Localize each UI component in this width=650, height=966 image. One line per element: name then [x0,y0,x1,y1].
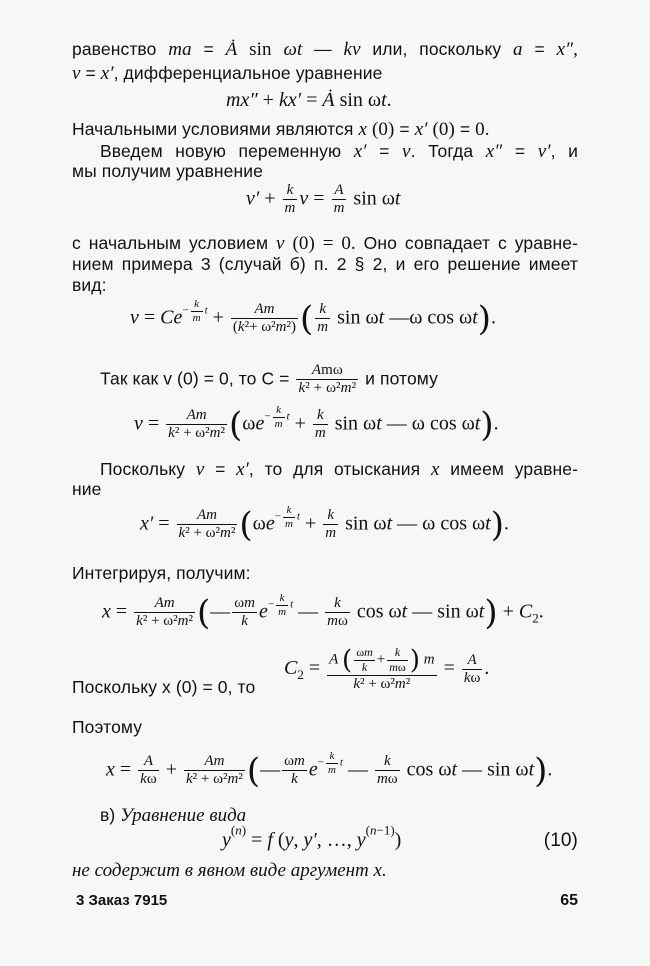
equation-number: (10) [543,830,578,851]
text-line-13: Поскольку v = x′, то для отыскания x имеем уравне- [100,459,579,480]
equation-motion: mx″ + kx′ = Ȧ sin ωt. [226,89,392,111]
equation-xprime: x′ = $\frac{Am}{\text{k² + ω²m²}}$ (ωe− $\frac{k}{m}$ t + $\frac{k}{m}$ sin ωt — ω cos ωt). [140,504,509,545]
equation-C2: $C_2$ = A ( $\frac{\omega m}{k}$ + $\frac{k}{m\omega}$ ) m k² + ω²m² = $\frac{A}{k\omega}$ . [284,645,490,692]
item-heading: Уравнение вида [120,805,247,826]
equation-x-final: x = $\frac{A}{k\omega}$ + $\frac{Am}{\text{k² + ω²m²}}$ (— $\frac{\omega m}{k}$ e− $\frac{k}{m}$ t — $\frac{k}{m\omega}$ cos ωt — sin ωt). [106,750,553,791]
equation-x-integrated: x = $\frac{Am}{\text{k² + ω²m²}}$ (— $\frac{\omega m}{k}$ e− $\frac{k}{m}$ t — $\frac{k}{m\omega}$ cos ωt — $\sin \omega t) + C_2$. [102,592,544,633]
text-line-14: ние [72,479,102,499]
printer-signature: 3 Заказ 7915 [76,892,168,909]
text-line-initial: Начальными условиями являются x (0) = x′ (0) = 0. [72,119,490,140]
text-line-11-post: и потому [365,368,438,389]
equation-velocity: v′ + $\frac{k}{m}$ v = $\frac{A}{m}$ sin ωt [246,182,401,217]
text-line-23 [72,860,578,882]
text-line-9: нием примера 3 (случай б) п. 2 § 2, и его решение имеет [72,254,578,274]
text-line-18-pre: Поскольку x (0) = 0, то [72,677,256,697]
text-line-23-text: не содержит в явном виде аргумент x. [72,860,387,881]
equation-velocity-particular: v = $\frac{Am}{\text{k² + ω²m²}}$ (ωe− $\frac{k}{m}$ t + $\frac{k}{m}$ sin ωt — ω cos ωt). [134,404,499,445]
text-line-21 [100,804,606,827]
text-line-5: Введем новую переменную x′ = v. Тогда x″ = v′, и [100,141,578,162]
text-line-10: вид: [72,275,107,295]
text-line-16: Интегрируя, получим: [72,563,251,583]
equation-10: $y^{(n)} = f$ (y, y′, …, $y^{(n-1)}$) [222,822,402,851]
text-line-2: v = x′, дифференциальное уравнение [72,63,383,84]
page-number: 65 [560,892,578,909]
text-line-11: Так как v (0) = 0, то C = $\frac{\text{Amω}}{\text{k² + ω²m²}}$ и потому [100,362,438,397]
item-label: в) [100,805,116,825]
text-line-1: равенство ma = Ȧ sin ωt — kv или, поскольку a = x″, [72,39,578,60]
text-line-6: мы получим уравнение [72,161,263,181]
equation-general-solution: v = Ce− $\frac{k}{m}$ t + $\frac{Am}{\text{(k²+ ω²m²)}}$ ( $\frac{k}{m}$ sin ωt —ω cos ωt). [130,298,497,339]
text-line-11-pre: Так как v (0) = 0, то C = [100,368,290,389]
text-line-8: с начальным условием v (0) = 0. Оно совпадает с уравне- [72,233,578,254]
text-line-19: Поэтому [72,717,143,737]
